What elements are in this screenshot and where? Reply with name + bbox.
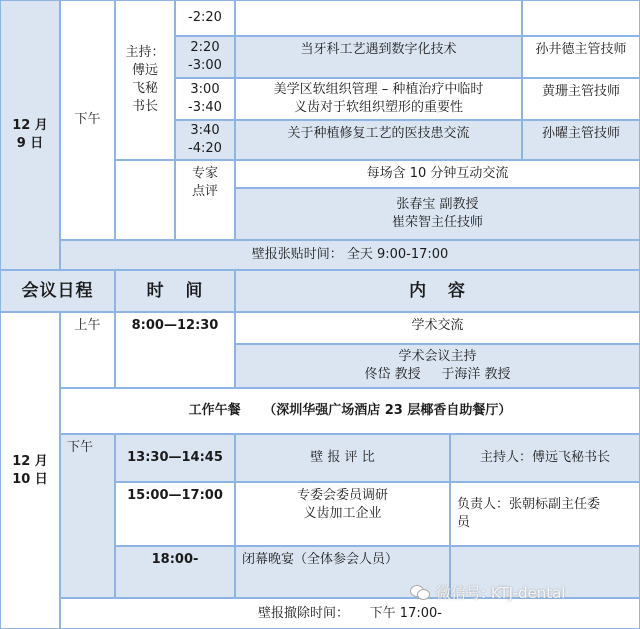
header-time: 时 间 — [115, 270, 235, 312]
session-note: 每场含 10 分钟互动交流 — [235, 160, 640, 188]
academic-exchange: 学术交流 — [235, 312, 640, 344]
speaker-cell: 孙曜主管技师 — [522, 120, 640, 160]
time-slot: 13:30—14:45 — [115, 434, 235, 482]
watermark-text: 微信号: KTJ-dental — [436, 583, 566, 602]
period-afternoon: 下午 — [60, 434, 115, 598]
date-dec-10: 12 月 10 日 — [0, 312, 60, 629]
speaker-cell: 黄珊主管技师 — [522, 78, 640, 120]
expert-reviewers: 张春宝 副教授 崔荣智主任技师 — [235, 188, 640, 240]
host-title: 学术会议主持 — [398, 349, 477, 364]
date-dec-9: 12 月 9 日 — [0, 0, 60, 270]
working-lunch: 工作午餐 （深圳华强广场酒店 23 层椰香自助餐厅） — [60, 388, 640, 434]
topic-cell: 当牙科工艺遇到数字化技术 — [235, 36, 522, 78]
activity-cell: 专委会委员调研 义齿加工企业 — [235, 482, 450, 546]
morning-time: 8:00—12:30 — [115, 312, 235, 388]
host-names: 佟岱 教授 于海洋 教授 — [364, 367, 511, 382]
time-slot: 2:20 -3:00 — [175, 36, 235, 78]
period-afternoon: 下午 — [60, 0, 115, 240]
period-morning: 上午 — [60, 312, 115, 388]
academic-hosts — [235, 344, 640, 388]
header-content: 内 容 — [235, 270, 640, 312]
activity-cell: 闭幕晚宴（全体参会人员） — [235, 546, 450, 598]
expert-review-label: 专家 点评 — [175, 160, 235, 240]
wechat-watermark — [410, 580, 640, 604]
activity-cell: 壁 报 评 比 — [235, 434, 450, 482]
time-slot: 18:00- — [115, 546, 235, 598]
person-cell: 主持人：傅远飞秘书长 — [450, 434, 640, 482]
time-slot: 15:00—17:00 — [115, 482, 235, 546]
topic-cell — [235, 0, 522, 36]
topic-cell: 关于种植修复工艺的医技患交流 — [235, 120, 522, 160]
session-host: 主持： 傅远 飞秘 书长 — [115, 0, 175, 160]
speaker-cell — [522, 0, 640, 36]
time-slot: 3:40 -4:20 — [175, 120, 235, 160]
topic-cell: 美学区软组织管理 – 种植治疗中临时 义齿对于软组织塑形的重要性 — [235, 78, 522, 120]
poster-posting-time: 壁报张贴时间： 全天 9:00-17:00 — [60, 240, 640, 270]
time-slot: 3:00 -3:40 — [175, 78, 235, 120]
header-schedule: 会议日程 — [0, 270, 115, 312]
speaker-cell: 孙井德主管技师 — [522, 36, 640, 78]
person-cell: 负责人：张朝标副主任委 员 — [450, 482, 640, 546]
poster-removal-time: 壁报撤除时间： 下午 17:00- — [60, 598, 640, 629]
time-slot: -2:20 — [175, 0, 235, 36]
wechat-icon — [410, 584, 430, 600]
